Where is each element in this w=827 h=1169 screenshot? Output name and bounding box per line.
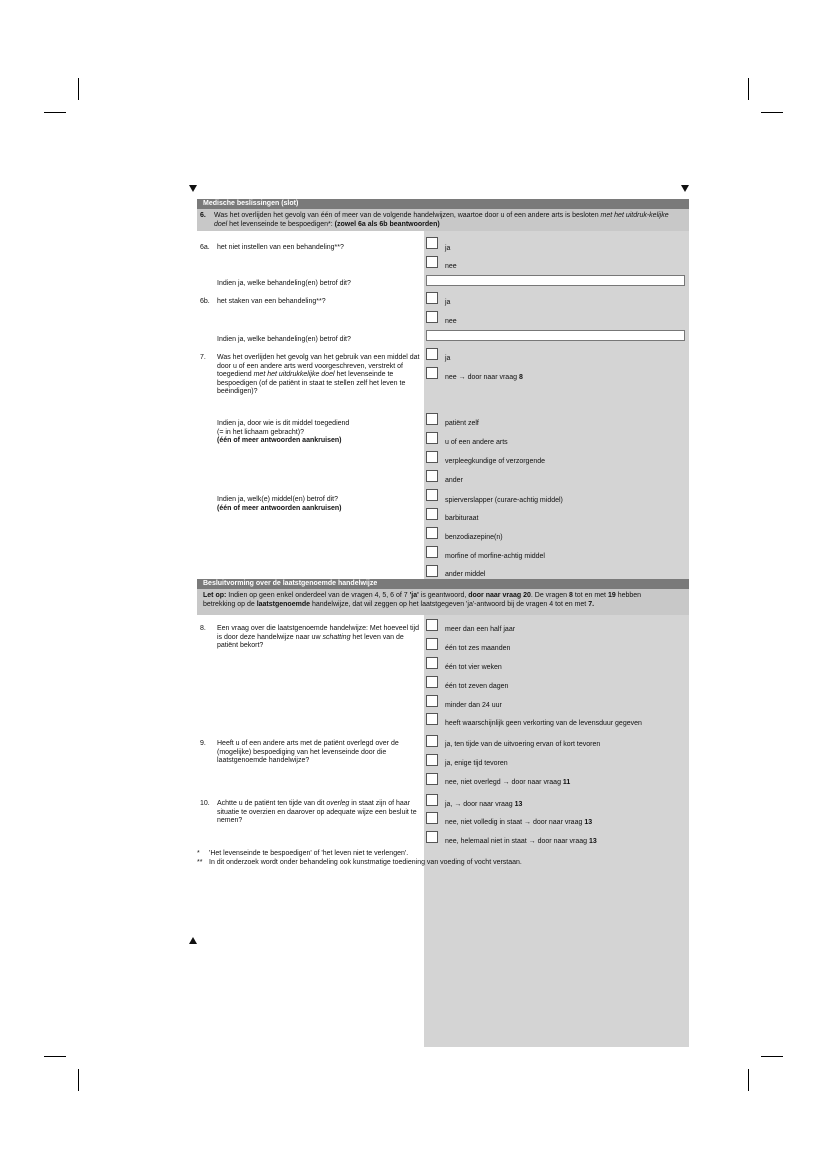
checkbox-10-3[interactable] bbox=[426, 831, 438, 843]
option-label bbox=[445, 779, 570, 787]
checkbox-7-which-3[interactable] bbox=[426, 527, 438, 539]
answer-column bbox=[424, 615, 689, 1047]
option-label: één tot vier weken bbox=[445, 664, 502, 671]
registration-triangle-icon bbox=[189, 937, 197, 944]
text-bold: 19 bbox=[607, 592, 616, 599]
option-label: patiënt zelf bbox=[445, 420, 479, 427]
question-text bbox=[217, 420, 422, 446]
checkbox-6a-ja[interactable] bbox=[426, 237, 438, 249]
text-line: Indien ja, welk(e) middel(en) betrof dit? bbox=[217, 496, 339, 503]
option-label: ja, enige tijd tevoren bbox=[445, 760, 508, 767]
text-field-6b[interactable] bbox=[426, 330, 685, 341]
option-label: benzodiazepine(n) bbox=[445, 534, 503, 541]
option-label: ja, ten tijde van de uitvoering ervan of kort tevoren bbox=[445, 741, 601, 748]
checkbox-10-2[interactable] bbox=[426, 812, 438, 824]
checkbox-9-1[interactable] bbox=[426, 735, 438, 747]
text-part: het levenseinde te bespoedigen (of de patiënt in staat te stellen zelf het leven te beëindigen)? bbox=[217, 371, 406, 395]
option-label: nee bbox=[445, 318, 457, 325]
checkbox-6a-nee[interactable] bbox=[426, 256, 438, 268]
footnote-marker: ** bbox=[197, 859, 203, 866]
footnote-text: 'Het levenseinde te bespoedigen' of 'het leven niet te verlengen'. bbox=[209, 850, 409, 857]
text-bold: 13 bbox=[514, 801, 523, 808]
question-number: 8. bbox=[200, 625, 206, 632]
registration-triangle-icon bbox=[681, 185, 689, 192]
text-part: nee, niet volledig in staat → door naar vraag bbox=[445, 819, 585, 826]
text-bold: 8 bbox=[569, 592, 573, 599]
crop-mark bbox=[761, 1056, 783, 1057]
text-part: . De vragen bbox=[530, 592, 570, 599]
question-text: Indien ja, welke behandeling(en) betrof dit? bbox=[217, 280, 351, 287]
option-label bbox=[445, 838, 597, 846]
option-label: één tot zes maanden bbox=[445, 645, 511, 652]
text-part: Was het overlijden het gevolg van één of meer van de volgende handelwijzen, waartoe door u of een andere arts is besloten bbox=[214, 212, 601, 219]
question-6-row bbox=[197, 209, 689, 231]
checkbox-7-ja[interactable] bbox=[426, 348, 438, 360]
option-label: barbituraat bbox=[445, 515, 479, 522]
section-header: Besluitvorming over de laatstgenoemde handelwijze bbox=[197, 579, 689, 589]
text-emphasis: overleg bbox=[326, 800, 350, 807]
checkbox-7-which-4[interactable] bbox=[426, 546, 438, 558]
text-part: in staat zijn of haar situatie te overzien en daarover op adequate wijze een besluit te nemen? bbox=[217, 800, 417, 824]
text-emphasis: met het uitdrukkelijke doel bbox=[253, 371, 335, 378]
text-part: Een vraag over die laatstgenoemde handelwijze: Met hoeveel tijd is door deze handelwijze naar uw bbox=[217, 625, 419, 641]
checkbox-6b-ja[interactable] bbox=[426, 292, 438, 304]
text-line: Indien ja, door wie is dit middel toegediend bbox=[217, 420, 350, 427]
question-6-text bbox=[214, 211, 682, 229]
checkbox-7-who-2[interactable] bbox=[426, 432, 438, 444]
checkbox-6b-nee[interactable] bbox=[426, 311, 438, 323]
question-number: 7. bbox=[200, 354, 206, 361]
text-part: handelwijze, dat wil zeggen op het laatstgegeven 'ja'-antwoord bij de vragen 4 tot en met bbox=[310, 601, 589, 608]
option-label: u of een andere arts bbox=[445, 439, 508, 446]
text-bold: 13 bbox=[588, 838, 597, 845]
checkbox-9-3[interactable] bbox=[426, 773, 438, 785]
footnote-text: In dit onderzoek wordt onder behandeling ook kunstmatige toediening van voeding of vocht verstaan. bbox=[209, 859, 522, 866]
question-text bbox=[217, 496, 422, 513]
crop-mark bbox=[44, 112, 66, 113]
checkbox-10-1[interactable] bbox=[426, 794, 438, 806]
text-bold: 7. bbox=[588, 601, 595, 608]
crop-mark bbox=[78, 1069, 79, 1091]
option-label: ja bbox=[445, 299, 451, 306]
crop-mark bbox=[761, 112, 783, 113]
checkbox-7-which-5[interactable] bbox=[426, 565, 438, 577]
question-text: Heeft u of een andere arts met de patiënt overlegd over de (mogelijke) bespoediging van het levenseinde door die laatstgenoemde handelwijze? bbox=[217, 740, 399, 764]
footnote-1 bbox=[197, 849, 408, 858]
option-label bbox=[445, 801, 522, 809]
checkbox-7-who-4[interactable] bbox=[426, 470, 438, 482]
text-part: Achtte u de patiënt ten tijde van dit bbox=[217, 800, 327, 807]
text-bold: (zowel 6a als 6b beantwoorden) bbox=[334, 221, 440, 228]
text-line: (= in het lichaam gebracht)? bbox=[217, 428, 304, 436]
text-bold: (één of meer antwoorden aankruisen) bbox=[217, 437, 342, 444]
text-part: is geantwoord, bbox=[418, 592, 469, 599]
text-part: nee, niet overlegd → door naar vraag bbox=[445, 779, 563, 786]
option-label: ja bbox=[445, 245, 451, 252]
text-bold: 11 bbox=[562, 779, 571, 786]
question-number: 9. bbox=[200, 740, 206, 747]
text-bold: laatstgenoemde bbox=[256, 601, 310, 608]
registration-triangle-icon bbox=[189, 185, 197, 192]
option-label: heeft waarschijnlijk geen verkorting van de levensduur gegeven bbox=[445, 720, 642, 727]
checkbox-7-nee[interactable] bbox=[426, 367, 438, 379]
text-part: het leven van de patiënt bekort? bbox=[217, 633, 404, 649]
text-part: nee, helemaal niet in staat → door naar vraag bbox=[445, 838, 589, 845]
text-emphasis: met het uitdruk-kelijke doel bbox=[214, 212, 669, 228]
checkbox-8-6[interactable] bbox=[426, 713, 438, 725]
text-bold: Let op: bbox=[203, 592, 227, 599]
text-bold: 'ja' bbox=[409, 592, 419, 599]
crop-mark bbox=[748, 1069, 749, 1091]
text-part: Was het overlijden het gevolg van het gebruik van een middel dat door u of een andere arts werd voorgeschreven, verstrekt of toegediend bbox=[217, 354, 420, 378]
let-op-row bbox=[197, 589, 689, 615]
question-number: 6. bbox=[200, 212, 206, 219]
question-text: Indien ja, welke behandeling(en) betrof dit? bbox=[217, 336, 351, 343]
option-label: meer dan een half jaar bbox=[445, 626, 516, 633]
option-label: ander middel bbox=[445, 571, 486, 578]
crop-mark bbox=[748, 78, 749, 100]
text-field-6a[interactable] bbox=[426, 275, 685, 286]
checkbox-8-5[interactable] bbox=[426, 695, 438, 707]
checkbox-8-2[interactable] bbox=[426, 638, 438, 650]
question-text bbox=[217, 354, 422, 397]
checkbox-9-2[interactable] bbox=[426, 754, 438, 766]
question-number: 6b. bbox=[200, 298, 210, 305]
text-bold: door naar vraag 20 bbox=[468, 592, 531, 599]
option-label: nee bbox=[445, 263, 457, 270]
option-label: morfine of morfine-achtig middel bbox=[445, 553, 545, 560]
question-text: het staken van een behandeling**? bbox=[217, 298, 326, 305]
text-bold: 8 bbox=[518, 374, 523, 381]
footnote-marker: * bbox=[197, 850, 200, 857]
option-label: ja bbox=[445, 355, 451, 362]
checkbox-8-3[interactable] bbox=[426, 657, 438, 669]
text-bold: 13 bbox=[584, 819, 593, 826]
checkbox-7-which-1[interactable] bbox=[426, 489, 438, 501]
option-label bbox=[445, 374, 523, 382]
text-part: nee → door naar vraag bbox=[445, 374, 519, 381]
question-text bbox=[217, 800, 422, 826]
option-label: één tot zeven dagen bbox=[445, 683, 509, 690]
crop-mark bbox=[78, 78, 79, 100]
checkbox-7-which-2[interactable] bbox=[426, 508, 438, 520]
checkbox-7-who-3[interactable] bbox=[426, 451, 438, 463]
text-part: Indien op geen enkel onderdeel van de vragen 4, 5, 6 of 7 bbox=[226, 592, 410, 599]
text-part: tot en met bbox=[572, 592, 608, 599]
option-label: minder dan 24 uur bbox=[445, 702, 502, 709]
text-bold: (één of meer antwoorden aankruisen) bbox=[217, 504, 342, 512]
option-label bbox=[445, 819, 592, 827]
footnote-2 bbox=[197, 858, 522, 867]
text-part: hebben bbox=[615, 592, 642, 599]
question-text bbox=[217, 625, 422, 651]
text-part: het levenseinde te bespoedigen*: bbox=[227, 221, 335, 228]
text-emphasis: schatting bbox=[322, 633, 351, 641]
question-number: 10. bbox=[200, 800, 210, 807]
text-part: ja, → door naar vraag bbox=[445, 801, 515, 808]
section-header: Medische beslissingen (slot) bbox=[197, 199, 689, 209]
text-part: betrekking op de bbox=[203, 601, 257, 608]
question-number: 6a. bbox=[200, 244, 210, 251]
checkbox-7-who-1[interactable] bbox=[426, 413, 438, 425]
question-text: het niet instellen van een behandeling**? bbox=[217, 244, 344, 251]
option-label: spierverslapper (curare-achtig middel) bbox=[445, 497, 563, 504]
checkbox-8-1[interactable] bbox=[426, 619, 438, 631]
checkbox-8-4[interactable] bbox=[426, 676, 438, 688]
option-label: ander bbox=[445, 477, 463, 484]
option-label: verpleegkundige of verzorgende bbox=[445, 458, 546, 465]
let-op-text bbox=[203, 591, 685, 609]
crop-mark bbox=[44, 1056, 66, 1057]
